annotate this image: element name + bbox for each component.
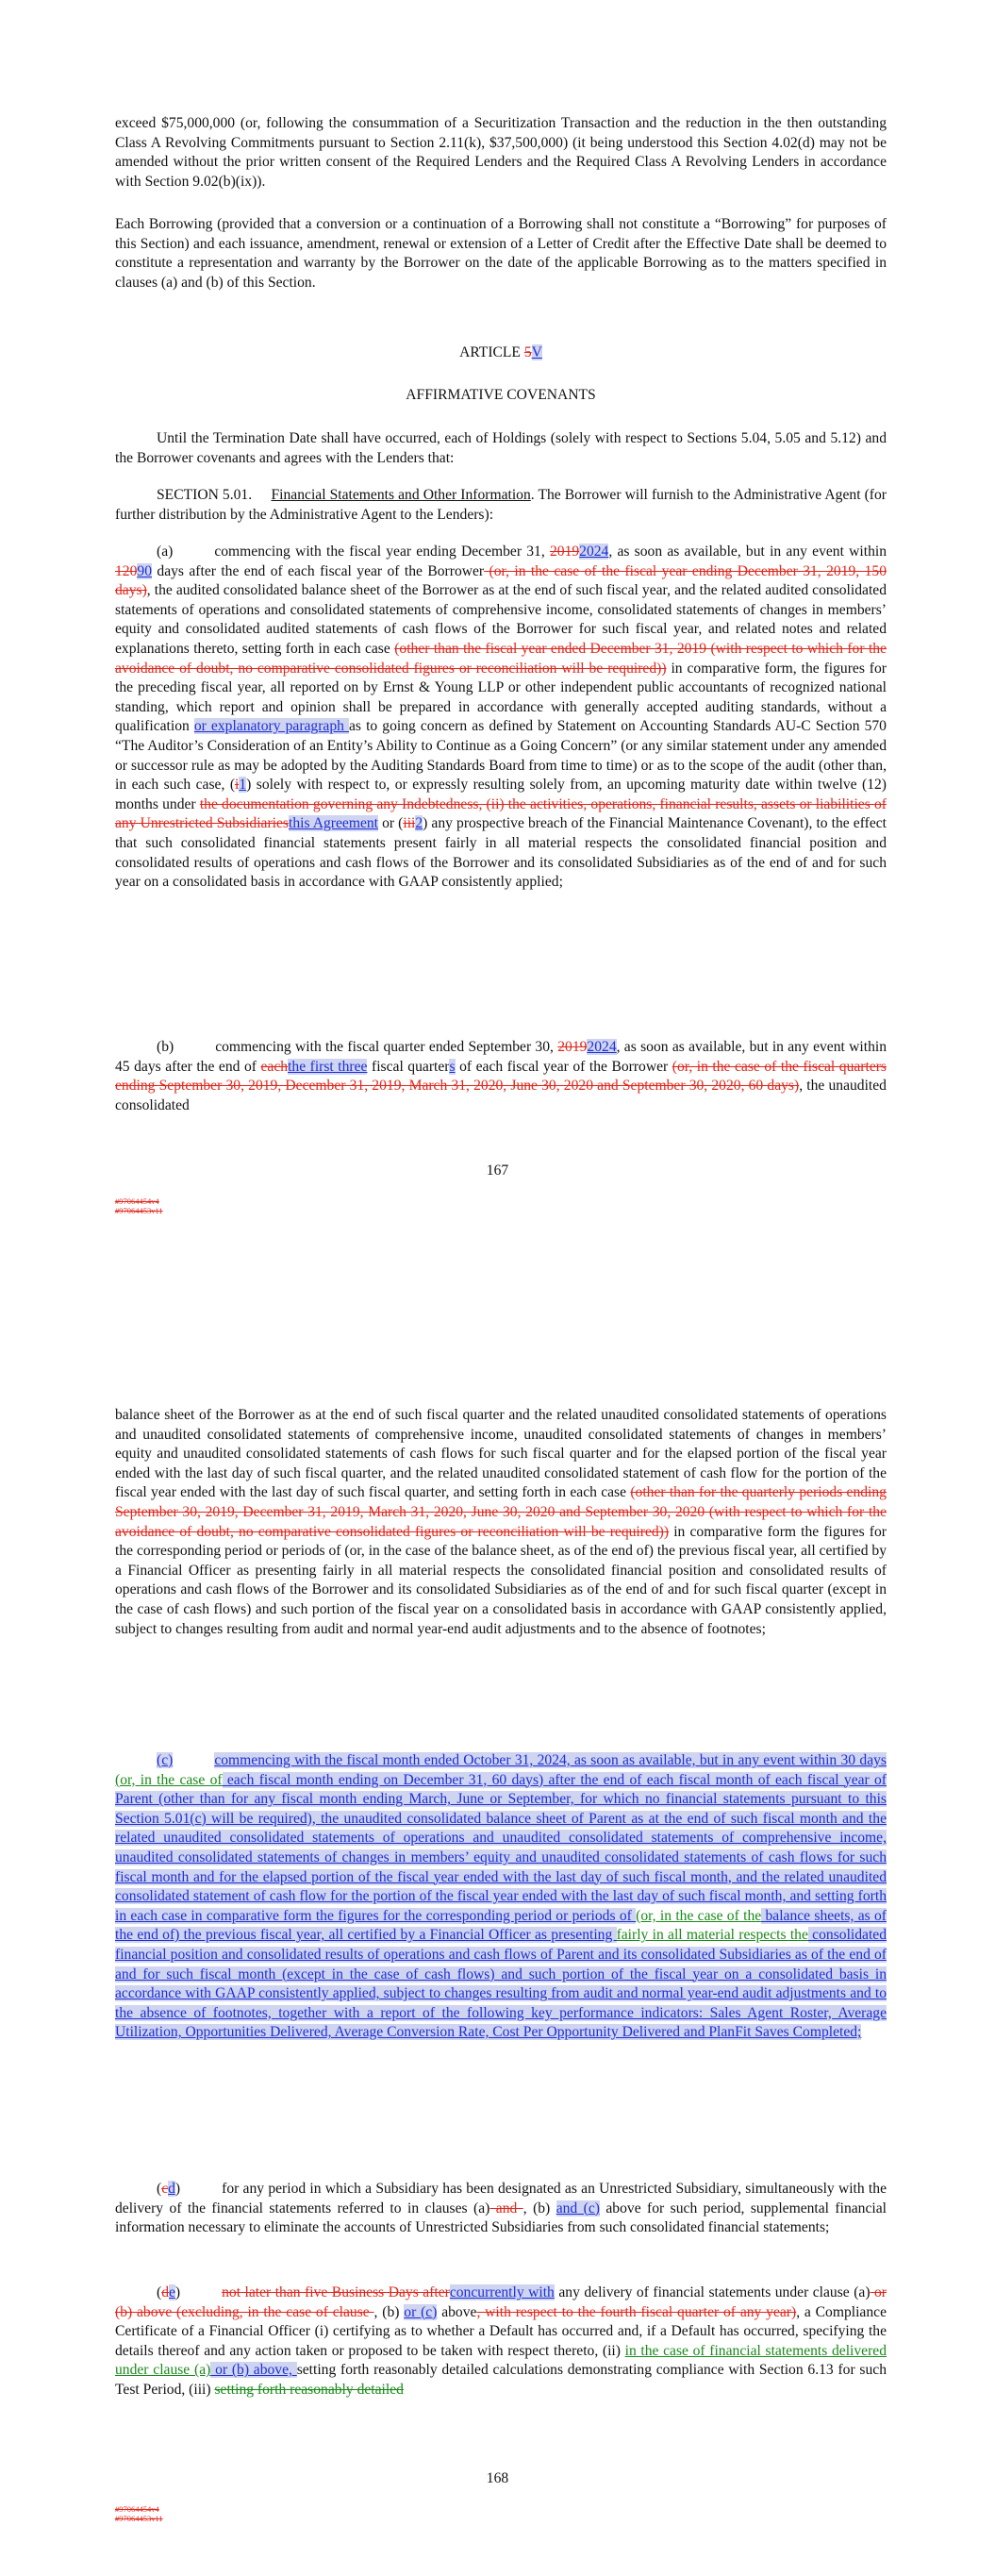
clause-a: (a) commencing with the fiscal year ending December 31, 20192024, as soon as available, but in any event within 12090 days after the end of each fiscal year of the Borrower (or, in the case of the fiscal year ending December 31, 2019, 150 days), the audited consolidated balance sheet of the Borrower as at the end of such fiscal year, and the related audited consolidated statements of operations and consolidated statements of comprehensive income, consolidated statements of changes in members’ equity and consolidated audited statements of cash flows of the Borrower for such fiscal year, and related notes and related explanations thereto, setting forth in each case (other than the fiscal year ended December 31, 2019 (with respect to which for the avoidance of doubt, no comparative consolidated figures or reconciliation will be required)) in comparative form, the figures for the preceding fiscal year, all reported on by Ernst & Young LLP or other independent public accountants of recognized national standing, which report and opinion shall be prepared in accordance with generally accepted auditing standards, without a qualification or explanatory paragraph as to going concern as defined by Statement on Accounting Standards AU-C Section 570 “The Auditor’s Consideration of an Entity’s Ability to Continue as a Going Concern” (or any similar statement under any amended or successor rule as may be adopted by the Auditing Standards Board from time to time) or as to the scope of the audit (other than, in each such case, (i1) solely with respect to, or expressly resulting solely from, an upcoming maturity date within twelve (12) months under the documentation governing any Indebtedness, (ii) the activities, operations, financial results, assets or liabilities of any Unrestricted Subsidiariesthis Agreement or (iii2) any prospective breach of the Financial Maintenance Covenant), to the effect that such consolidated financial statements present fairly in all material respects the consolidated financial position and consolidated results of operations and cash flows of the Borrower and its consolidated Subsidiaries as of the end of and for such year on a consolidated basis in accordance with GAAP consistently applied; [115, 544, 887, 891]
section-5-01-heading: SECTION 5.01. Financial Statements and Other Information. The Borrower will furnish to the Administrative Agent (for further distribution by the Administrative Agent to the Lenders): [115, 487, 887, 523]
clause-e: (de) not later than five Business Days afterconcurrently with any delivery of financial statements under clause (a) or (b) above (excluding, in the case of clause , (b) or (c) above, with respect to the fourth fiscal quarter of any year), a Compliance Certificate of a Financial Officer (i) certifying as to whether a Default has occurred and, if a Default has occurred, specifying the details thereof and any action taken or proposed to be taken with respect thereto, (ii) in the case of financial statements delivered under clause (a) or (b) above, setting forth reasonably detailed calculations demonstrating compliance with Section 6.13 for such Test Period, (iii) setting forth reasonably detailed [115, 2284, 887, 2398]
clause-d: (cd) for any period in which a Subsidiary has been designated as an Unrestricted Subsidiary, simultaneously with the delivery of the financial statements referred to in clauses (a) and , (b) and (c) above for such period, supplemental financial information necessary to eliminate the accounts of Unrestricted Subsidiaries from such consolidated financial statements; [115, 2181, 887, 2236]
clause-b: (b) commencing with the fiscal quarter ended September 30, 20192024, as soon as available, but in any event within 45 days after the end of eachthe first three fiscal quarters of each fiscal year of the Borrower (or, in the case of the fiscal quarters ending September 30, 2019, December 31, 2019, March 31, 2020, June 30, 2020 and September 30, 2020, 60 days), the unaudited consolidated [115, 1039, 887, 1113]
clause-b-continued: balance sheet of the Borrower as at the end of such fiscal quarter and the related unaudited consolidated statements of operations and unaudited consolidated statements of comprehensive income, unaudited consolidated statements of changes in members’ equity and unaudited consolidated statements of cash flows for such fiscal quarter and for the elapsed portion of the fiscal year ended with the last day of such fiscal quarter, and the related unaudited consolidated statement of cash flow for the portion of the fiscal year ended with the last day of such fiscal quarter, and setting forth in each case (other than for the quarterly periods ending September 30, 2019, December 31, 2019, March 31, 2020, June 30, 2020 and September 30, 2020 (with respect to which for the avoidance of doubt, no comparative consolidated figures or reconciliation will be required)) in comparative form the figures for the corresponding period or periods of (or, in the case of the balance sheet, as of the end of) the previous fiscal year, all certified by a Financial Officer as presenting fairly in all material respects the consolidated financial position and consolidated results of operations and cash flows of the Borrower and its consolidated Subsidiaries as of the end of and for such fiscal quarter (except in the case of cash flows) and such portion of the fiscal year on a consolidated basis in accordance with GAAP consistently applied, subject to changes resulting from audit and normal year-end audit adjustments and to the absence of footnotes; [115, 1407, 887, 1637]
doc-id-footer: #97064454v4 #97064453v11 [115, 1196, 163, 1215]
article-title: AFFIRMATIVE COVENANTS [406, 387, 596, 403]
article-heading: ARTICLE 5V [459, 344, 542, 360]
intro-paragraph-1: exceed $75,000,000 (or, following the consummation of a Securitization Transaction and the reduction in the then outstanding Class A Revolving Commitments pursuant to Section 2.11(k), $37,500,000) (it being understood this Section 4.02(d) may not be amended without the prior written consent of the Required Lenders and the Required Class A Revolving Lenders in accordance with Section 9.02(b)(ix)). [115, 115, 887, 190]
doc-id-footer: #97064454v4 #97064453v11 [115, 2504, 163, 2523]
intro-paragraph-2: Each Borrowing (provided that a conversion or a continuation of a Borrowing shall not constitute a “Borrowing” for purposes of this Section) and each issuance, amendment, renewal or extension of a Letter of Credit after the Effective Date shall be deemed to constitute a representation and warranty by the Borrower on the date of the applicable Borrowing as to the matters specified in clauses (a) and (b) of this Section. [115, 216, 887, 291]
page-number: 167 [486, 1163, 509, 1179]
page-number: 168 [486, 2470, 509, 2486]
clause-c: (c) commencing with the fiscal month ended October 31, 2024, as soon as available, but in any event within 30 days (or, in the case of each fiscal month ending on December 31, 60 days) after the end of each fiscal month of each fiscal year of Parent (other than for any fiscal month ending March, June or September, for which no financial statements pursuant to this Section 5.01(c) will be required), the unaudited consolidated balance sheet of Parent as at the end of such fiscal month and the related unaudited consolidated statements of operations and unaudited consolidated statements of comprehensive income, unaudited consolidated statements of changes in members’ equity and unaudited consolidated statements of cash flows for such fiscal month and for the elapsed portion of the fiscal year ended with the last day of such fiscal month, and the related unaudited consolidated statement of cash flow for the portion of the fiscal year ended with the last day of such fiscal month, and setting forth in each case in comparative form the figures for the corresponding period or periods of (or, in the case of the balance sheets, as of the end of) the previous fiscal year, all certified by a Financial Officer as presenting fairly in all material respects the consolidated financial position and consolidated results of operations and cash flows of Parent and its consolidated Subsidiaries as of the end of and for such fiscal month (except in the case of cash flows) and such portion of the fiscal year on a consolidated basis in accordance with GAAP consistently applied, subject to changes resulting from audit and normal year-end audit adjustments and to the absence of footnotes, together with a report of the following key performance indicators: Sales Agent Roster, Average Utilization, Opportunities Delivered, Average Conversion Rate, Cost Per Opportunity Delivered and PlanFit Saves Completed; [115, 1752, 887, 2041]
covenant-intro: Until the Termination Date shall have occurred, each of Holdings (solely with respect to Sections 5.04, 5.05 and 5.12) and the Borrower covenants and agrees with the Lenders that: [115, 430, 887, 466]
